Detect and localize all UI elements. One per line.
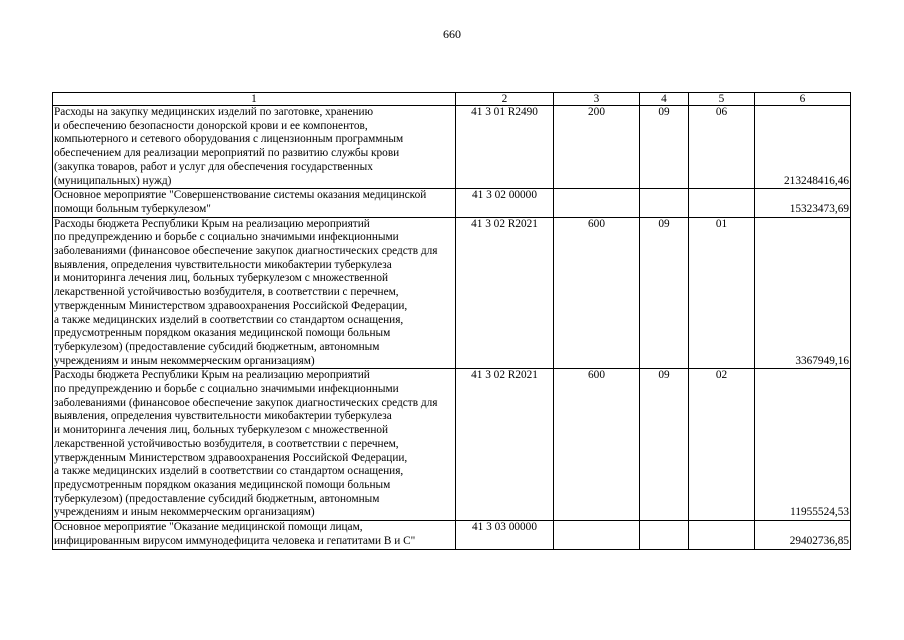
row-col4: 09	[640, 106, 689, 189]
row-col3	[554, 521, 640, 549]
table-row	[53, 217, 851, 369]
row-col4: 09	[640, 217, 689, 369]
row-col3: 200	[554, 106, 640, 189]
table-header-row	[53, 93, 851, 106]
row-description: Расходы на закупку медицинских изделий по заготовке, хранению и обеспечению безопасности донорской крови и ее компонентов, компьютерного и сетевого оборудования с лицензионным программным обеспечением для реализации мероприятий по развитию службы крови (закупка товаров, работ и услуг для обеспечения государственных (муниципальных) нужд)	[53, 106, 456, 189]
column-header: 4	[640, 93, 689, 106]
row-col3	[554, 189, 640, 217]
row-col5	[689, 521, 755, 549]
row-col5	[689, 189, 755, 217]
budget-table	[52, 92, 851, 550]
row-col4: 09	[640, 369, 689, 521]
row-description: Основное мероприятие "Оказание медицинской помощи лицам, инфицированным вирусом иммунодефицита человека и гепатитами В и С"	[53, 521, 456, 549]
row-code: 41 3 03 00000	[456, 521, 554, 549]
table-row	[53, 521, 851, 549]
row-col3: 600	[554, 217, 640, 369]
table-row	[53, 189, 851, 217]
row-amount: 3367949,16	[755, 217, 851, 369]
row-amount: 29402736,85	[755, 521, 851, 549]
row-col4	[640, 189, 689, 217]
row-col3: 600	[554, 369, 640, 521]
column-header: 2	[456, 93, 554, 106]
row-amount: 11955524,53	[755, 369, 851, 521]
row-code: 41 3 01 R2490	[456, 106, 554, 189]
column-header: 5	[689, 93, 755, 106]
table-row	[53, 106, 851, 189]
row-description: Основное мероприятие "Совершенствование системы оказания медицинской помощи больным туберкулезом"	[53, 189, 456, 217]
column-header: 1	[53, 93, 456, 106]
row-code: 41 3 02 R2021	[456, 369, 554, 521]
table-row	[53, 369, 851, 521]
row-amount: 15323473,69	[755, 189, 851, 217]
row-code: 41 3 02 00000	[456, 189, 554, 217]
row-col5: 06	[689, 106, 755, 189]
row-code: 41 3 02 R2021	[456, 217, 554, 369]
column-header: 3	[554, 93, 640, 106]
row-description: Расходы бюджета Республики Крым на реализацию мероприятий по предупреждению и борьбе с социально значимыми инфекционными заболеваниями (финансовое обеспечение закупок диагностических средств для выявления, определения чувствительности микобактерии туберкулеза и мониторинга лечения лиц, больных туберкулезом с множественной лекарственной устойчивостью возбудителя, в соответствии с перечнем, утвержденным Министерством здравоохранения Российской Федерации, а также медицинских изделий в соответствии со стандартом оснащения, предусмотренным порядком оказания медицинской помощи больным туберкулезом) (предоставление субсидий бюджетным, автономным учреждениям и иным некоммерческим организациям)	[53, 217, 456, 369]
page-number: 660	[443, 27, 461, 41]
row-amount: 213248416,46	[755, 106, 851, 189]
column-header: 6	[755, 93, 851, 106]
row-col4	[640, 521, 689, 549]
row-col5: 02	[689, 369, 755, 521]
row-description: Расходы бюджета Республики Крым на реализацию мероприятий по предупреждению и борьбе с социально значимыми инфекционными заболеваниями (финансовое обеспечение закупок диагностических средств для выявления, определения чувствительности микобактерии туберкулеза и мониторинга лечения лиц, больных туберкулезом с множественной лекарственной устойчивостью возбудителя, в соответствии с перечнем, утвержденным Министерством здравоохранения Российской Федерации, а также медицинских изделий в соответствии со стандартом оснащения, предусмотренным порядком оказания медицинской помощи больным туберкулезом) (предоставление субсидий бюджетным, автономным учреждениям и иным некоммерческим организациям)	[53, 369, 456, 521]
row-col5: 01	[689, 217, 755, 369]
